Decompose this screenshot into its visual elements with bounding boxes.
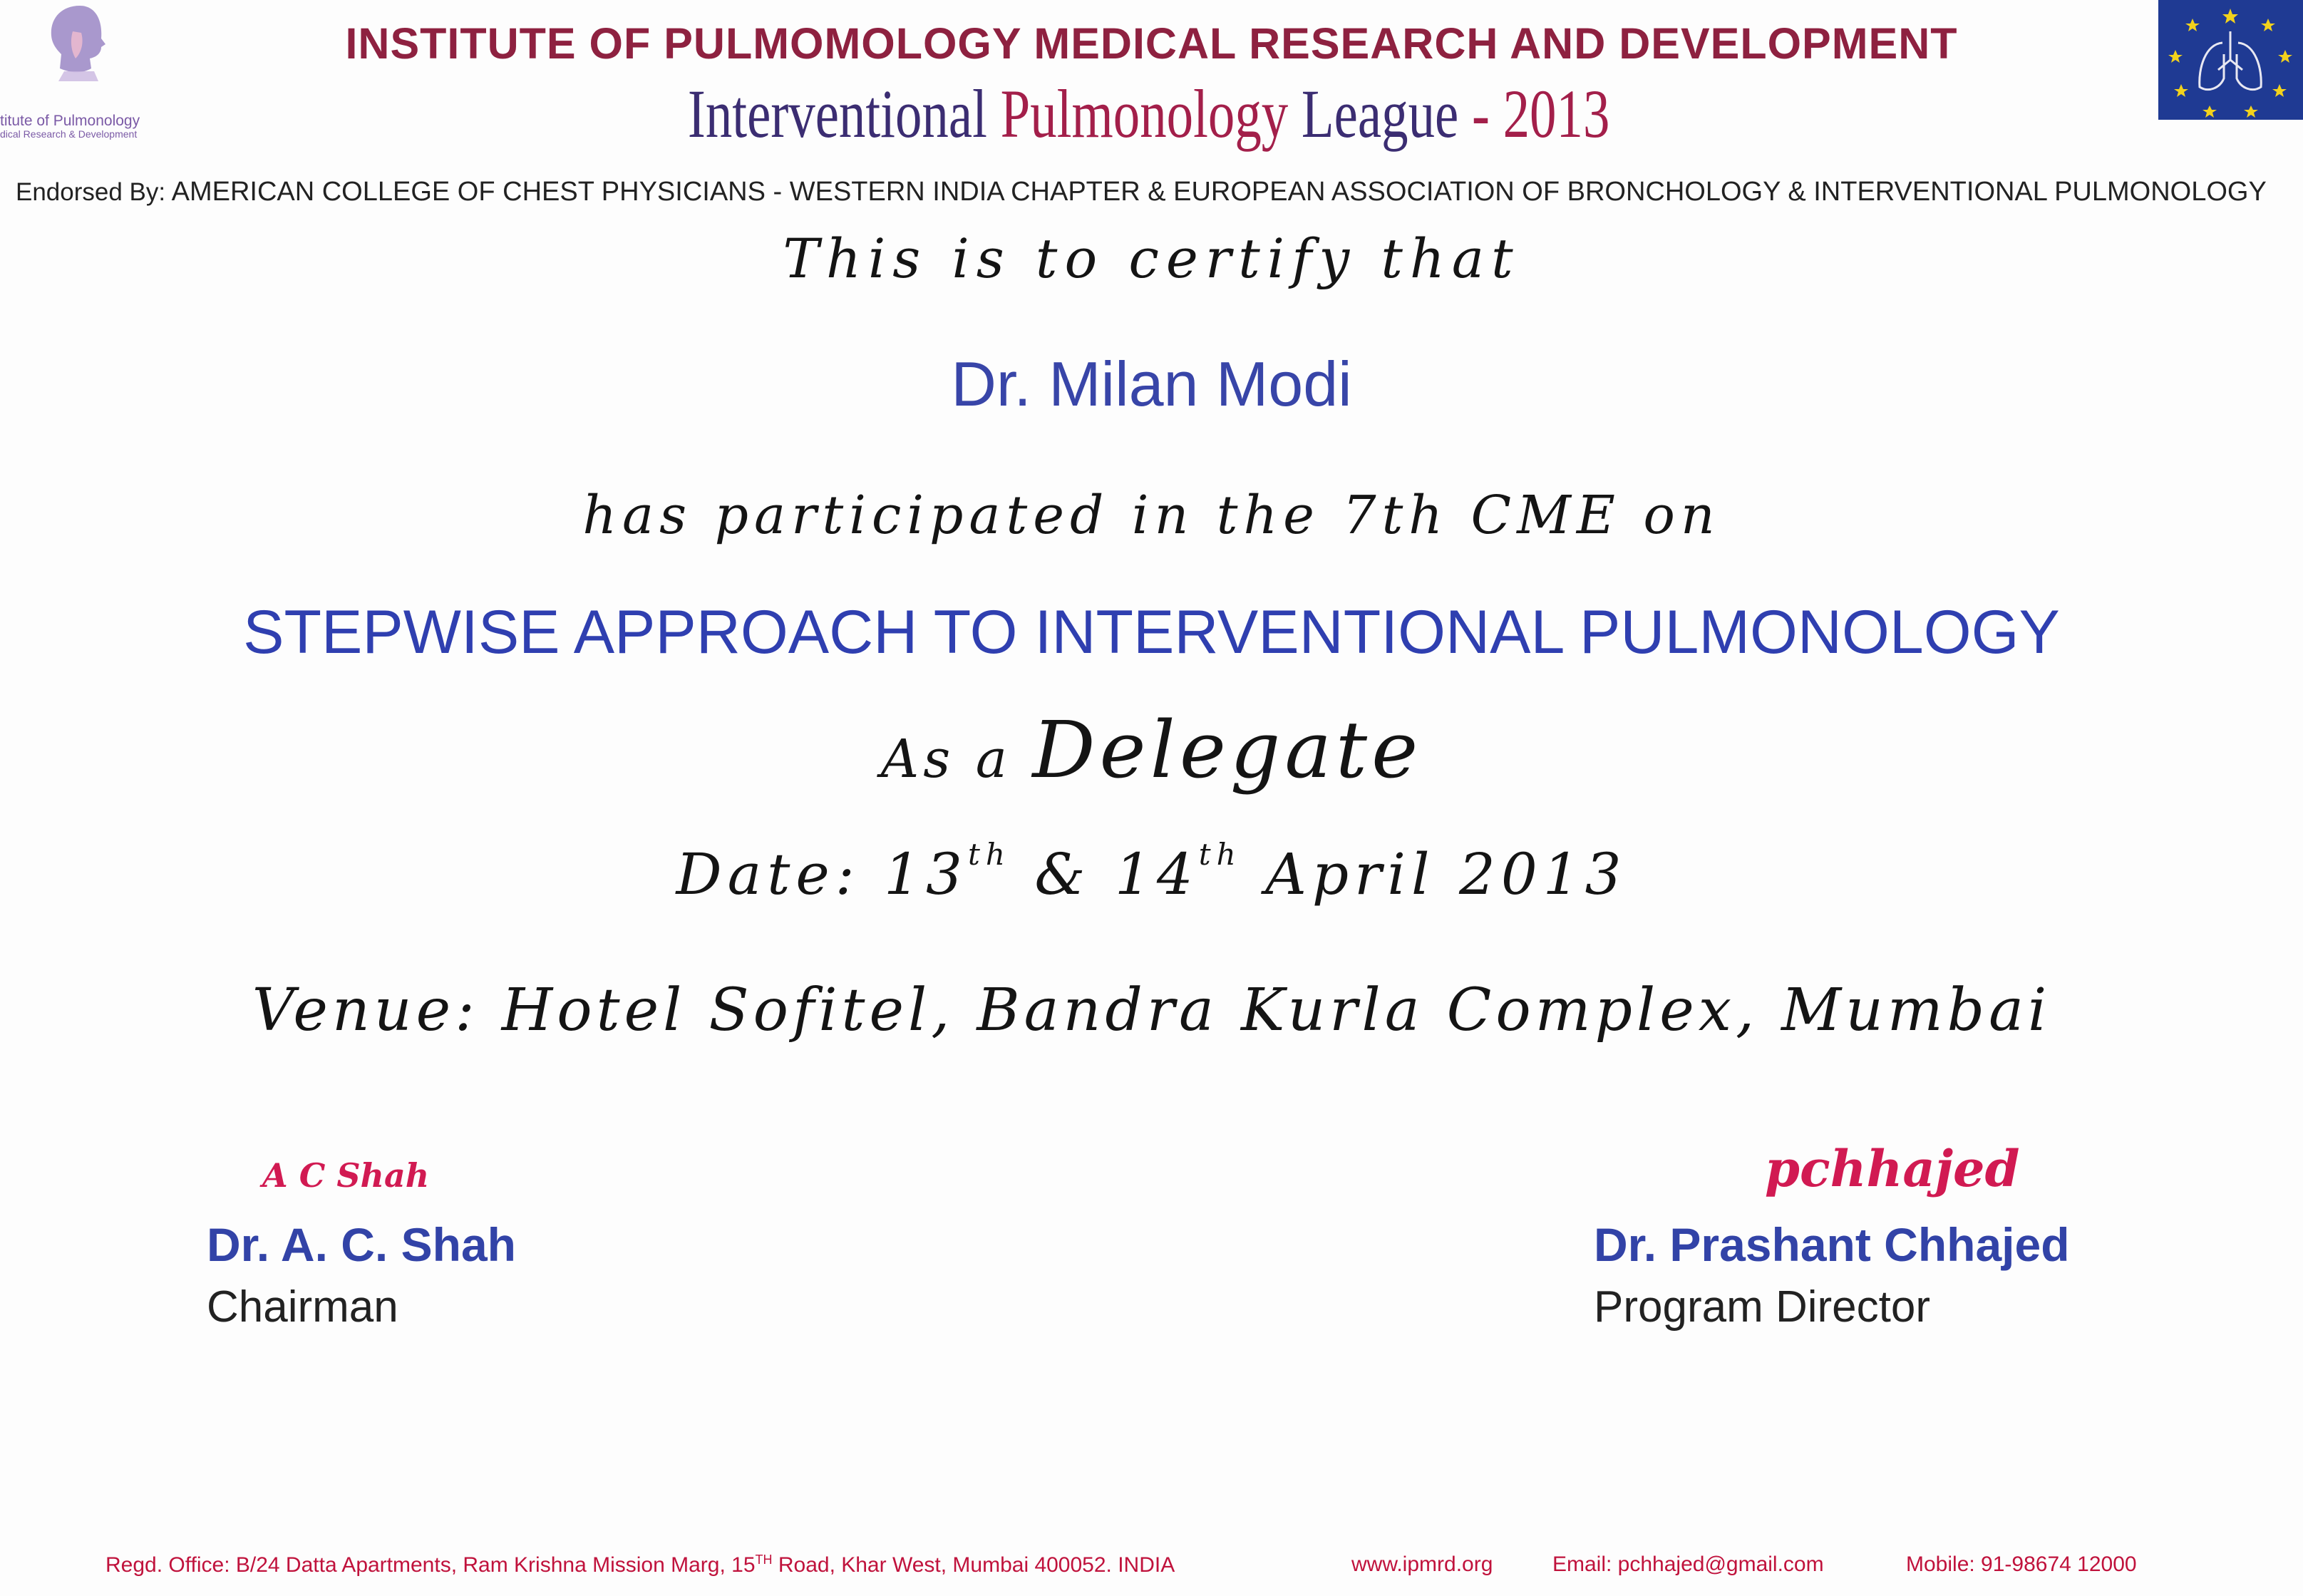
signatory-left-name: Dr. A. C. Shah <box>207 1218 516 1271</box>
logo-text-line1: titute of Pulmonology <box>0 113 140 129</box>
signatory-left-role: Chairman <box>207 1282 398 1332</box>
league-word-pulmonology: Pulmonology <box>1000 76 1289 152</box>
date-sup-2: th <box>1198 837 1242 872</box>
endorsed-by-line <box>16 177 2267 207</box>
recipient-name: Dr. Milan Modi <box>951 349 1352 419</box>
signatory-right-name: Dr. Prashant Chhajed <box>1594 1218 2070 1271</box>
venue-line: Venue: Hotel Sofitel, Bandra Kurla Complex, Mumbai <box>252 977 2051 1044</box>
participation-line: has participated in the 7th CME on <box>582 485 1721 546</box>
date-line <box>0 837 2303 907</box>
footer-office-address <box>105 1553 1175 1577</box>
league-word-league: League <box>1301 76 1459 152</box>
institute-title: INSTITUTE OF PULMOMOLOGY MEDICAL RESEARCH AND DEVELOPMENT <box>345 19 1958 68</box>
signature-right: pchhajed <box>1765 1139 2020 1198</box>
delegate-role: Delegate <box>1032 704 1423 796</box>
league-word-interventional: Interventional <box>687 76 987 152</box>
league-year: - 2013 <box>1471 76 1610 152</box>
course-title: STEPWISE APPROACH TO INTERVENTIONAL PULMONOLOGY <box>243 598 2060 666</box>
league-title <box>251 74 2047 153</box>
date-suffix: April 2013 <box>1241 841 1627 907</box>
delegate-line <box>0 704 2303 796</box>
endorsed-label: Endorsed By: <box>16 178 166 206</box>
signatory-right-role: Program Director <box>1594 1282 1930 1332</box>
date-sup-1: th <box>967 837 1011 872</box>
office-sup: TH <box>755 1553 773 1567</box>
office-post: Road, Khar West, Mumbai 400052. INDIA <box>772 1553 1175 1577</box>
logo-text-line2: dical Research & Development <box>0 128 138 140</box>
office-pre: Regd. Office: B/24 Datta Apartments, Ram Krishna Mission Marg, 15 <box>105 1553 756 1577</box>
certify-line: This is to certify that <box>783 227 1520 290</box>
as-a-text: As a <box>880 729 1011 790</box>
endorsed-text: AMERICAN COLLEGE OF CHEST PHYSICIANS - WESTERN INDIA CHAPTER & EUROPEAN ASSOCIATION OF BRONCHOLOGY & INTERVENTIONAL PULMONOLOGY <box>171 177 2267 207</box>
footer-website: www.ipmrd.org <box>1351 1553 1493 1576</box>
date-mid: & 14 <box>1010 841 1199 907</box>
footer-email: Email: pchhajed@gmail.com <box>1552 1553 1824 1576</box>
date-prefix: Date: 13 <box>676 841 968 907</box>
signature-left: A C Shah <box>262 1156 430 1195</box>
footer-mobile: Mobile: 91-98674 12000 <box>1906 1553 2137 1576</box>
